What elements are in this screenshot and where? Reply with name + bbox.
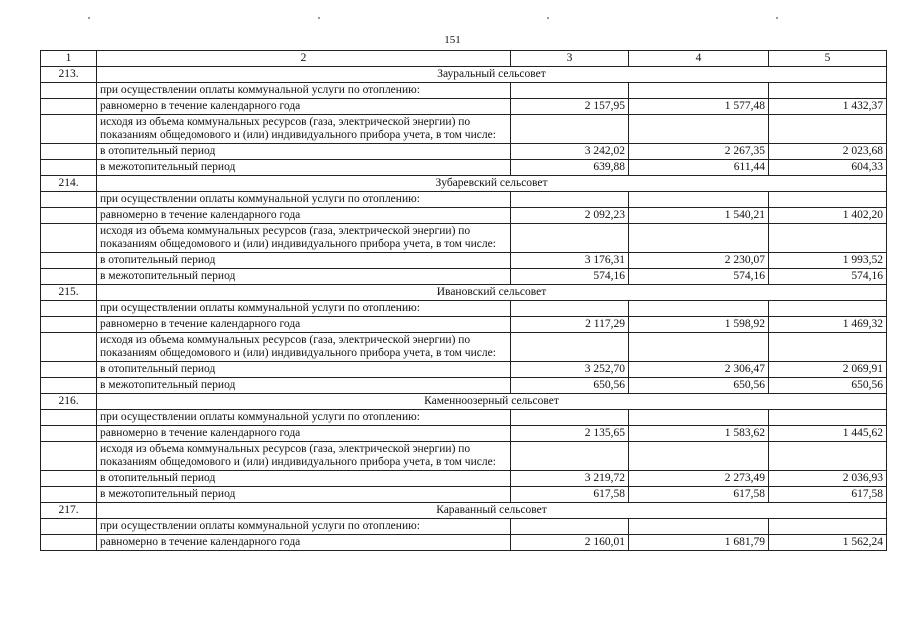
section-title: Зубаревский сельсовет — [97, 176, 887, 192]
column-header: 1 — [41, 51, 97, 67]
value-cell: 1 469,32 — [769, 317, 887, 333]
empty-cell — [511, 301, 629, 317]
section-row — [41, 67, 887, 83]
section-row — [41, 394, 887, 410]
value-cell: 2 036,93 — [769, 471, 887, 487]
row-label: в межотопительный период — [97, 487, 511, 503]
value-cell: 574,16 — [769, 269, 887, 285]
column-header: 5 — [769, 51, 887, 67]
value-cell: 617,58 — [769, 487, 887, 503]
column-header: 4 — [629, 51, 769, 67]
empty-cell — [511, 224, 629, 253]
annual-row — [41, 535, 887, 551]
empty-cell — [629, 410, 769, 426]
value-cell: 604,33 — [769, 160, 887, 176]
section-row — [41, 503, 887, 519]
value-cell: 1 540,21 — [629, 208, 769, 224]
empty-cell — [511, 115, 629, 144]
row-label: равномерно в течение календарного года — [97, 208, 511, 224]
empty-cell — [629, 301, 769, 317]
section-row — [41, 285, 887, 301]
value-cell: 1 577,48 — [629, 99, 769, 115]
resource-label-row — [41, 115, 887, 144]
value-cell: 650,56 — [511, 378, 629, 394]
interheating-period-row — [41, 378, 887, 394]
row-label: при осуществлении оплаты коммунальной услуги по отоплению: — [97, 519, 511, 535]
heating-period-row — [41, 144, 887, 160]
row-label: в межотопительный период — [97, 378, 511, 394]
empty-cell — [41, 160, 97, 176]
row-label: равномерно в течение календарного года — [97, 99, 511, 115]
value-cell: 650,56 — [629, 378, 769, 394]
value-cell: 1 432,37 — [769, 99, 887, 115]
empty-cell — [41, 224, 97, 253]
value-cell: 2 230,07 — [629, 253, 769, 269]
empty-cell — [41, 144, 97, 160]
row-label: равномерно в течение календарного года — [97, 317, 511, 333]
empty-cell — [511, 83, 629, 99]
value-cell: 2 117,29 — [511, 317, 629, 333]
scan-speck — [776, 17, 778, 19]
section-index: 215. — [41, 285, 97, 301]
value-cell: 2 306,47 — [629, 362, 769, 378]
empty-cell — [41, 269, 97, 285]
scan-speck — [88, 17, 90, 19]
empty-cell — [41, 519, 97, 535]
resource-label-row — [41, 333, 887, 362]
heating-label-row — [41, 192, 887, 208]
value-cell: 2 092,23 — [511, 208, 629, 224]
row-label: исходя из объема коммунальных ресурсов (газа, электрической энергии) по показаниям общедомового и (или) индивидуального прибора учета, в том числе: — [97, 442, 511, 471]
row-label: в отопительный период — [97, 362, 511, 378]
empty-cell — [41, 253, 97, 269]
empty-cell — [629, 115, 769, 144]
value-cell: 1 598,92 — [629, 317, 769, 333]
value-cell: 611,44 — [629, 160, 769, 176]
section-title: Зауральный сельсовет — [97, 67, 887, 83]
column-header: 2 — [97, 51, 511, 67]
section-index: 216. — [41, 394, 97, 410]
value-cell: 650,56 — [769, 378, 887, 394]
row-label: исходя из объема коммунальных ресурсов (газа, электрической энергии) по показаниям общедомового и (или) индивидуального прибора учета, в том числе: — [97, 224, 511, 253]
row-label: при осуществлении оплаты коммунальной услуги по отоплению: — [97, 301, 511, 317]
section-index: 214. — [41, 176, 97, 192]
empty-cell — [769, 115, 887, 144]
column-header: 3 — [511, 51, 629, 67]
empty-cell — [769, 442, 887, 471]
value-cell: 3 242,02 — [511, 144, 629, 160]
heating-period-row — [41, 253, 887, 269]
section-index: 217. — [41, 503, 97, 519]
row-label: исходя из объема коммунальных ресурсов (газа, электрической энергии) по показаниям общедомового и (или) индивидуального прибора учета, в том числе: — [97, 115, 511, 144]
empty-cell — [769, 301, 887, 317]
row-label: в отопительный период — [97, 144, 511, 160]
interheating-period-row — [41, 487, 887, 503]
heating-label-row — [41, 410, 887, 426]
section-index: 213. — [41, 67, 97, 83]
resource-label-row — [41, 224, 887, 253]
empty-cell — [41, 426, 97, 442]
annual-row — [41, 208, 887, 224]
empty-cell — [769, 410, 887, 426]
empty-cell — [41, 317, 97, 333]
empty-cell — [629, 333, 769, 362]
value-cell: 2 135,65 — [511, 426, 629, 442]
empty-cell — [41, 333, 97, 362]
empty-cell — [769, 519, 887, 535]
row-label: в отопительный период — [97, 253, 511, 269]
value-cell: 3 252,70 — [511, 362, 629, 378]
value-cell: 1 445,62 — [769, 426, 887, 442]
row-label: в межотопительный период — [97, 160, 511, 176]
empty-cell — [41, 471, 97, 487]
value-cell: 1 681,79 — [629, 535, 769, 551]
page-number: 151 — [444, 34, 461, 46]
value-cell: 617,58 — [629, 487, 769, 503]
empty-cell — [629, 224, 769, 253]
empty-cell — [629, 192, 769, 208]
value-cell: 617,58 — [511, 487, 629, 503]
interheating-period-row — [41, 160, 887, 176]
value-cell: 1 402,20 — [769, 208, 887, 224]
empty-cell — [41, 99, 97, 115]
value-cell: 2 157,95 — [511, 99, 629, 115]
empty-cell — [41, 410, 97, 426]
scan-speck — [318, 17, 320, 19]
value-cell: 1 562,24 — [769, 535, 887, 551]
value-cell: 574,16 — [511, 269, 629, 285]
annual-row — [41, 99, 887, 115]
section-row — [41, 176, 887, 192]
empty-cell — [629, 519, 769, 535]
row-label: при осуществлении оплаты коммунальной услуги по отоплению: — [97, 83, 511, 99]
empty-cell — [41, 83, 97, 99]
scan-speck — [547, 17, 549, 19]
section-title: Ивановский сельсовет — [97, 285, 887, 301]
table-body — [41, 67, 887, 551]
value-cell: 2 267,35 — [629, 144, 769, 160]
value-cell: 2 160,01 — [511, 535, 629, 551]
heating-label-row — [41, 519, 887, 535]
interheating-period-row — [41, 269, 887, 285]
value-cell: 639,88 — [511, 160, 629, 176]
empty-cell — [511, 410, 629, 426]
value-cell: 1 583,62 — [629, 426, 769, 442]
empty-cell — [629, 442, 769, 471]
section-title: Каменноозерный сельсовет — [97, 394, 887, 410]
value-cell: 3 219,72 — [511, 471, 629, 487]
row-label: равномерно в течение календарного года — [97, 535, 511, 551]
empty-cell — [41, 535, 97, 551]
empty-cell — [769, 333, 887, 362]
empty-cell — [41, 487, 97, 503]
value-cell: 2 273,49 — [629, 471, 769, 487]
empty-cell — [41, 115, 97, 144]
empty-cell — [769, 192, 887, 208]
annual-row — [41, 317, 887, 333]
empty-cell — [41, 442, 97, 471]
row-label: в межотопительный период — [97, 269, 511, 285]
column-number-row — [41, 51, 887, 67]
value-cell: 1 993,52 — [769, 253, 887, 269]
annual-row — [41, 426, 887, 442]
row-label: равномерно в течение календарного года — [97, 426, 511, 442]
section-title: Караванный сельсовет — [97, 503, 887, 519]
value-cell: 574,16 — [629, 269, 769, 285]
value-cell: 2 023,68 — [769, 144, 887, 160]
row-label: при осуществлении оплаты коммунальной услуги по отоплению: — [97, 410, 511, 426]
resource-label-row — [41, 442, 887, 471]
empty-cell — [41, 378, 97, 394]
heating-label-row — [41, 83, 887, 99]
empty-cell — [769, 224, 887, 253]
value-cell: 3 176,31 — [511, 253, 629, 269]
empty-cell — [769, 83, 887, 99]
empty-cell — [629, 83, 769, 99]
row-label: в отопительный период — [97, 471, 511, 487]
row-label: при осуществлении оплаты коммунальной услуги по отоплению: — [97, 192, 511, 208]
value-cell: 2 069,91 — [769, 362, 887, 378]
empty-cell — [511, 519, 629, 535]
heating-label-row — [41, 301, 887, 317]
empty-cell — [511, 192, 629, 208]
empty-cell — [41, 192, 97, 208]
row-label: исходя из объема коммунальных ресурсов (газа, электрической энергии) по показаниям общедомового и (или) индивидуального прибора учета, в том числе: — [97, 333, 511, 362]
empty-cell — [511, 442, 629, 471]
heating-period-row — [41, 471, 887, 487]
empty-cell — [511, 333, 629, 362]
empty-cell — [41, 208, 97, 224]
heating-period-row — [41, 362, 887, 378]
tariff-table — [40, 50, 887, 551]
empty-cell — [41, 362, 97, 378]
empty-cell — [41, 301, 97, 317]
